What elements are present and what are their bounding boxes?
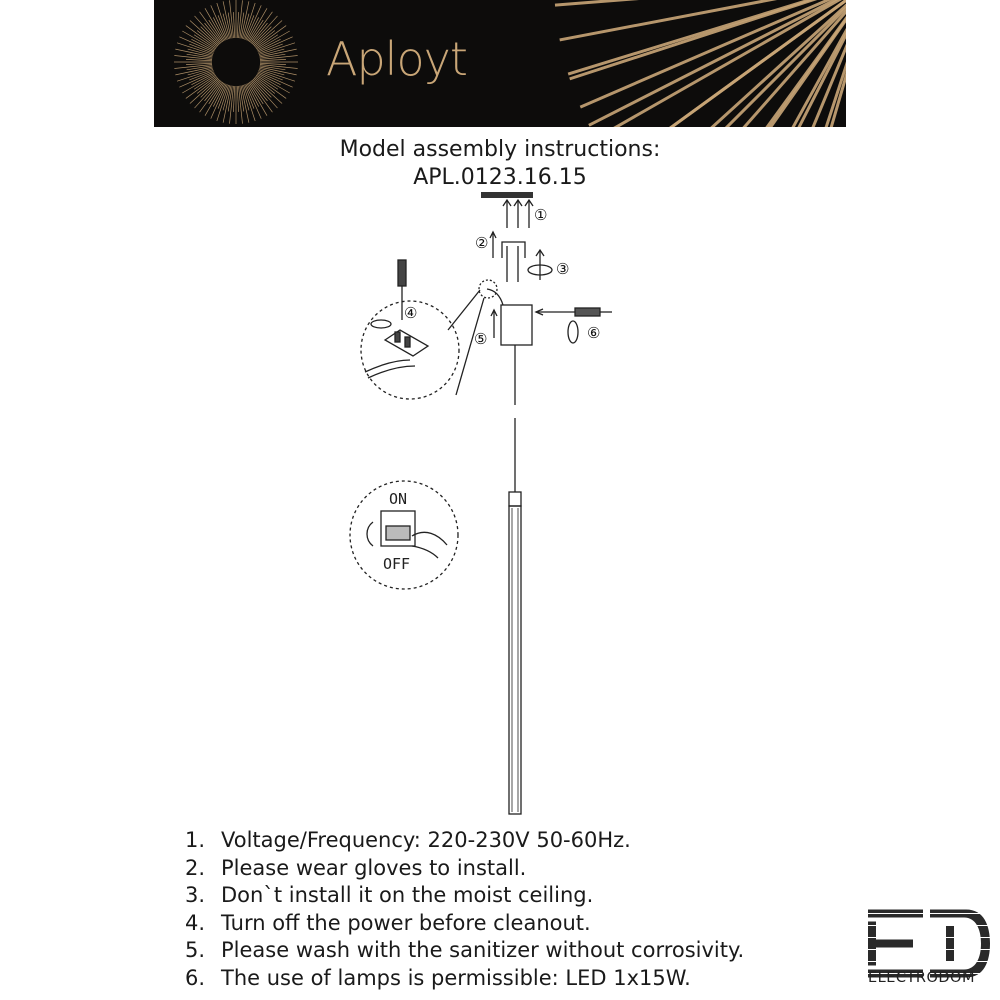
list-item <box>185 937 744 965</box>
list-item-text: Please wear gloves to install. <box>221 855 527 880</box>
step-label-6: ⑥ <box>587 324 601 342</box>
list-item-number: 5. <box>185 938 206 962</box>
step-label-3: ③ <box>556 260 570 278</box>
watermark-text: ELECTRODOM <box>868 970 975 986</box>
canopy-icon <box>448 280 532 395</box>
screwdriver-icon <box>536 308 612 343</box>
instruction-list <box>185 827 744 992</box>
list-item-text: Voltage/Frequency: 220-230V 50-60Hz. <box>221 828 631 852</box>
page-title: Model assembly instructions: <box>339 137 661 162</box>
brand-name: Aployt <box>326 32 467 86</box>
step-label-4: ④ <box>404 304 418 322</box>
list-item <box>185 965 744 993</box>
ceiling-icon <box>481 192 533 198</box>
list-item <box>185 910 744 938</box>
list-item-text: Please wash with the sanitizer without corrosivity. <box>221 938 745 962</box>
list-item <box>185 882 744 910</box>
terminal-detail-icon <box>361 260 459 399</box>
list-item-text: The use of lamps is permissible: LED 1x15W. <box>221 965 691 990</box>
model-number: APL.0123.16.15 <box>413 165 587 190</box>
list-item-number: 3. <box>185 883 206 907</box>
arrow-up-icon <box>503 200 533 228</box>
rotate-arrow-icon <box>507 246 552 282</box>
list-item-number: 1. <box>185 828 206 852</box>
list-item <box>185 827 744 855</box>
list-item-number: 4. <box>185 910 206 935</box>
lamp-tube-icon <box>509 492 521 814</box>
list-item-text: Don`t install it on the moist ceiling. <box>221 883 594 907</box>
list-item <box>185 855 744 883</box>
switch-off-label: OFF <box>383 555 411 573</box>
step-label-1: ① <box>534 206 548 224</box>
step-label-2: ② <box>475 234 489 252</box>
arrow-up-icon <box>491 310 497 338</box>
list-item-number: 6. <box>185 965 206 990</box>
list-item-text: Turn off the power before cleanout. <box>221 910 591 935</box>
step-label-5: ⑤ <box>474 330 488 348</box>
switch-on-label: ON <box>389 490 408 508</box>
list-item-number: 2. <box>185 855 206 880</box>
